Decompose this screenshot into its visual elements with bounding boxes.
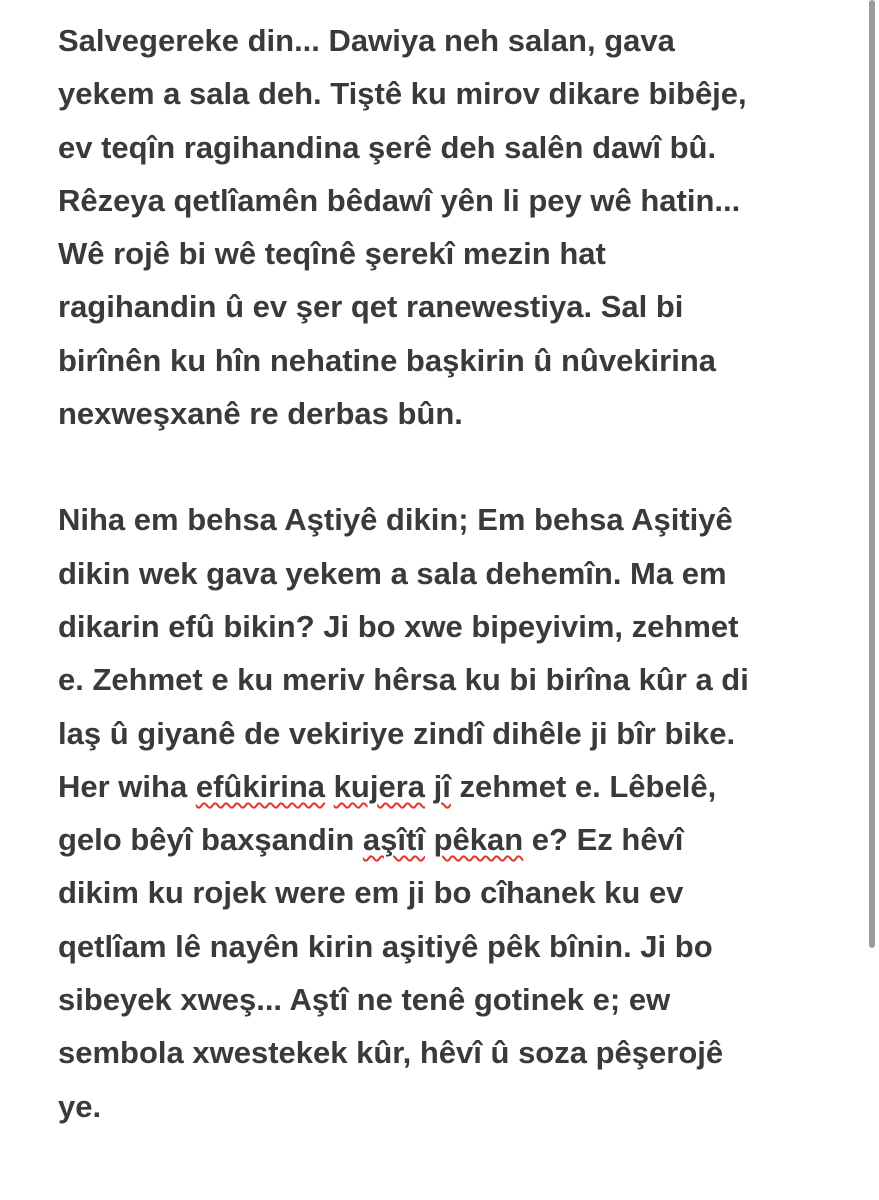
text-segment: zehmet e. Lêbelê, [450,768,717,804]
text-line: dikim ku rojek were em ji bo cîhanek ku ev [58,875,684,911]
misspelled-word[interactable]: efûkirina [195,768,326,804]
text-segment [325,769,334,804]
misspelled-word[interactable]: kujera [333,768,426,804]
text-line: laş û giyanê de vekiriye zindî dihêle ji bîr bike. [58,715,736,751]
scrollbar-thumb[interactable] [869,0,875,948]
text-line [58,813,838,866]
text-line: birînên ku hîn nehatine başkirin û nûvekirina [58,342,717,378]
text-line: Niha em behsa Aştiyê dikin; Em behsa Aşitiyê [58,502,733,538]
text-line: ye. [58,1088,102,1124]
text-segment: e? Ez hêvî [523,822,684,858]
text-line: Rêzeya qetlîamên bêdawî yên li pey wê hatin... [58,182,741,218]
text-line: nexweşxanê re derbas bûn. [58,396,463,432]
paragraph-1 [58,14,838,440]
paragraph-2 [58,493,838,1133]
text-line: sibeyek xweş... Aştî ne tenê gotinek e; ew [58,982,671,1018]
text-line: sembola xwestekek kûr, hêvî û soza pêşerojê [58,1035,724,1071]
text-segment [425,822,434,857]
text-line: qetlîam lê nayên kirin aşitiyê pêk bînin. Ji bo [58,928,713,964]
text-line: dikarin efû bikin? Ji bo xwe bipeyivim, zehmet [58,608,739,644]
text-line: dikin wek gava yekem a sala dehemîn. Ma em [58,555,727,591]
misspelled-word[interactable]: aşîtî [362,822,425,858]
text-line: ragihandin û ev şer qet ranewestiya. Sal bi [58,289,684,325]
text-line: yekem a sala deh. Tiştê ku mirov dikare bibêje, [58,76,747,112]
text-line: ev teqîn ragihandina şerê deh salên dawî bû. [58,129,717,165]
misspelled-word[interactable]: pêkan [433,822,524,858]
text-line [58,760,838,813]
text-line: Salvegereke din... Dawiya neh salan, gava [58,23,675,58]
text-line: e. Zehmet e ku meriv hêrsa ku bi birîna kûr a di [58,662,749,698]
misspelled-word[interactable]: jî [433,768,451,804]
text-line: Wê rojê bi wê teqînê şerekî mezin hat [58,236,606,272]
vertical-scrollbar[interactable] [869,0,875,1200]
text-segment: gelo bêyî baxşandin [58,822,363,858]
text-segment: Her wiha [58,768,196,804]
document-body[interactable] [58,14,838,1133]
text-segment [425,769,434,804]
